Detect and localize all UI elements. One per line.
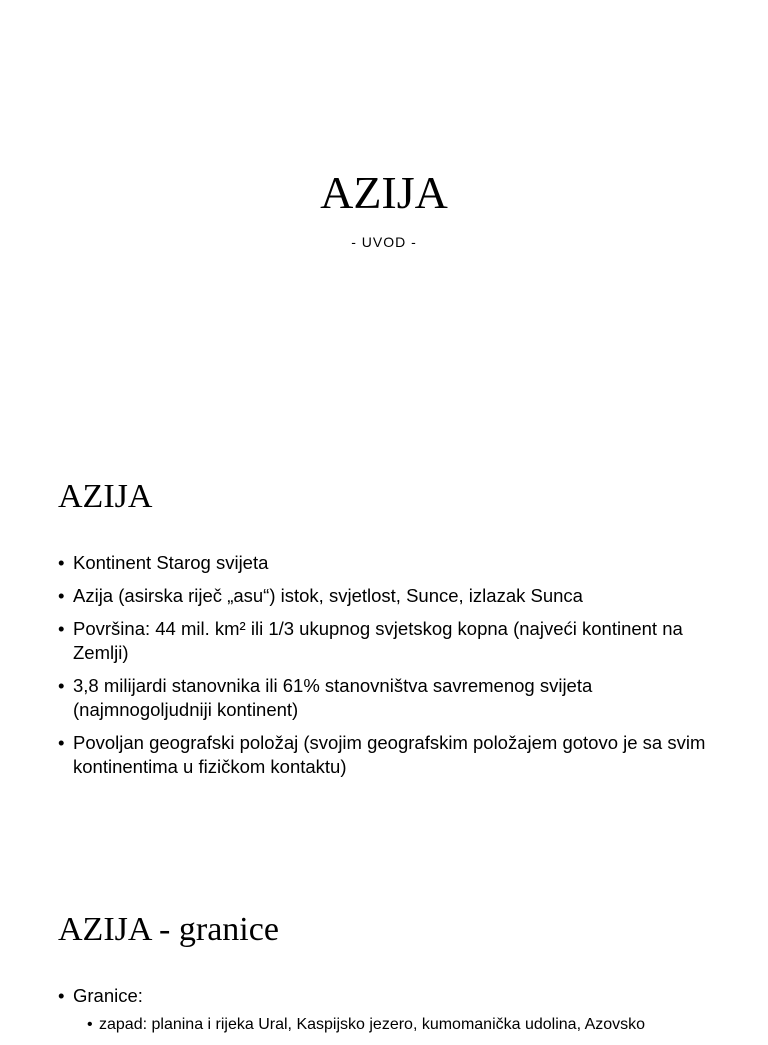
sub-bullet-list [73, 1014, 708, 1036]
list-item-text: Granice: [73, 985, 143, 1006]
bullet-icon: • [58, 675, 65, 696]
bullet-icon: • [58, 985, 65, 1006]
bullet-icon: • [87, 1016, 93, 1033]
list-item [58, 984, 708, 1036]
list-item [58, 551, 708, 575]
subtitle: - UVOD - [351, 234, 417, 250]
list-item-text: Povoljan geografski položaj (svojim geografskim položajem gotovo je sa svim kontinentima u fizičkom kontaktu) [73, 732, 706, 777]
bullet-icon: • [58, 618, 65, 639]
sub-list-item-text: zapad: planina i rijeka Ural, Kaspijsko jezero, kumomanička udolina, Azovsko [99, 1016, 646, 1033]
list-item [58, 617, 708, 665]
bullet-list [58, 984, 708, 1045]
bullet-list [58, 551, 708, 788]
list-item [58, 674, 708, 722]
list-item-text: Površina: 44 mil. km² ili 1/3 ukupnog svjetskog kopna (najveći kontinent na Zemlji) [73, 618, 683, 663]
main-title: AZIJA [320, 167, 448, 218]
list-item [58, 731, 708, 779]
bullet-icon: • [58, 552, 65, 573]
slide-heading: AZIJA - granice [58, 911, 279, 948]
sub-list-item [87, 1014, 708, 1036]
slide-heading: AZIJA [58, 478, 153, 515]
bullet-icon: • [58, 585, 65, 606]
list-item [58, 584, 708, 608]
list-item-text: 3,8 milijardi stanovnika ili 61% stanovništva savremenog svijeta (najmnogoljudniji kontinent) [73, 675, 593, 720]
title-slide [0, 0, 768, 420]
list-item-text: Kontinent Starog svijeta [73, 552, 269, 573]
slide-overview [0, 440, 768, 840]
bullet-icon: • [58, 732, 65, 753]
slide-borders [0, 880, 768, 1033]
list-item-text: Azija (asirska riječ „asu“) istok, svjetlost, Sunce, izlazak Sunca [73, 585, 583, 606]
